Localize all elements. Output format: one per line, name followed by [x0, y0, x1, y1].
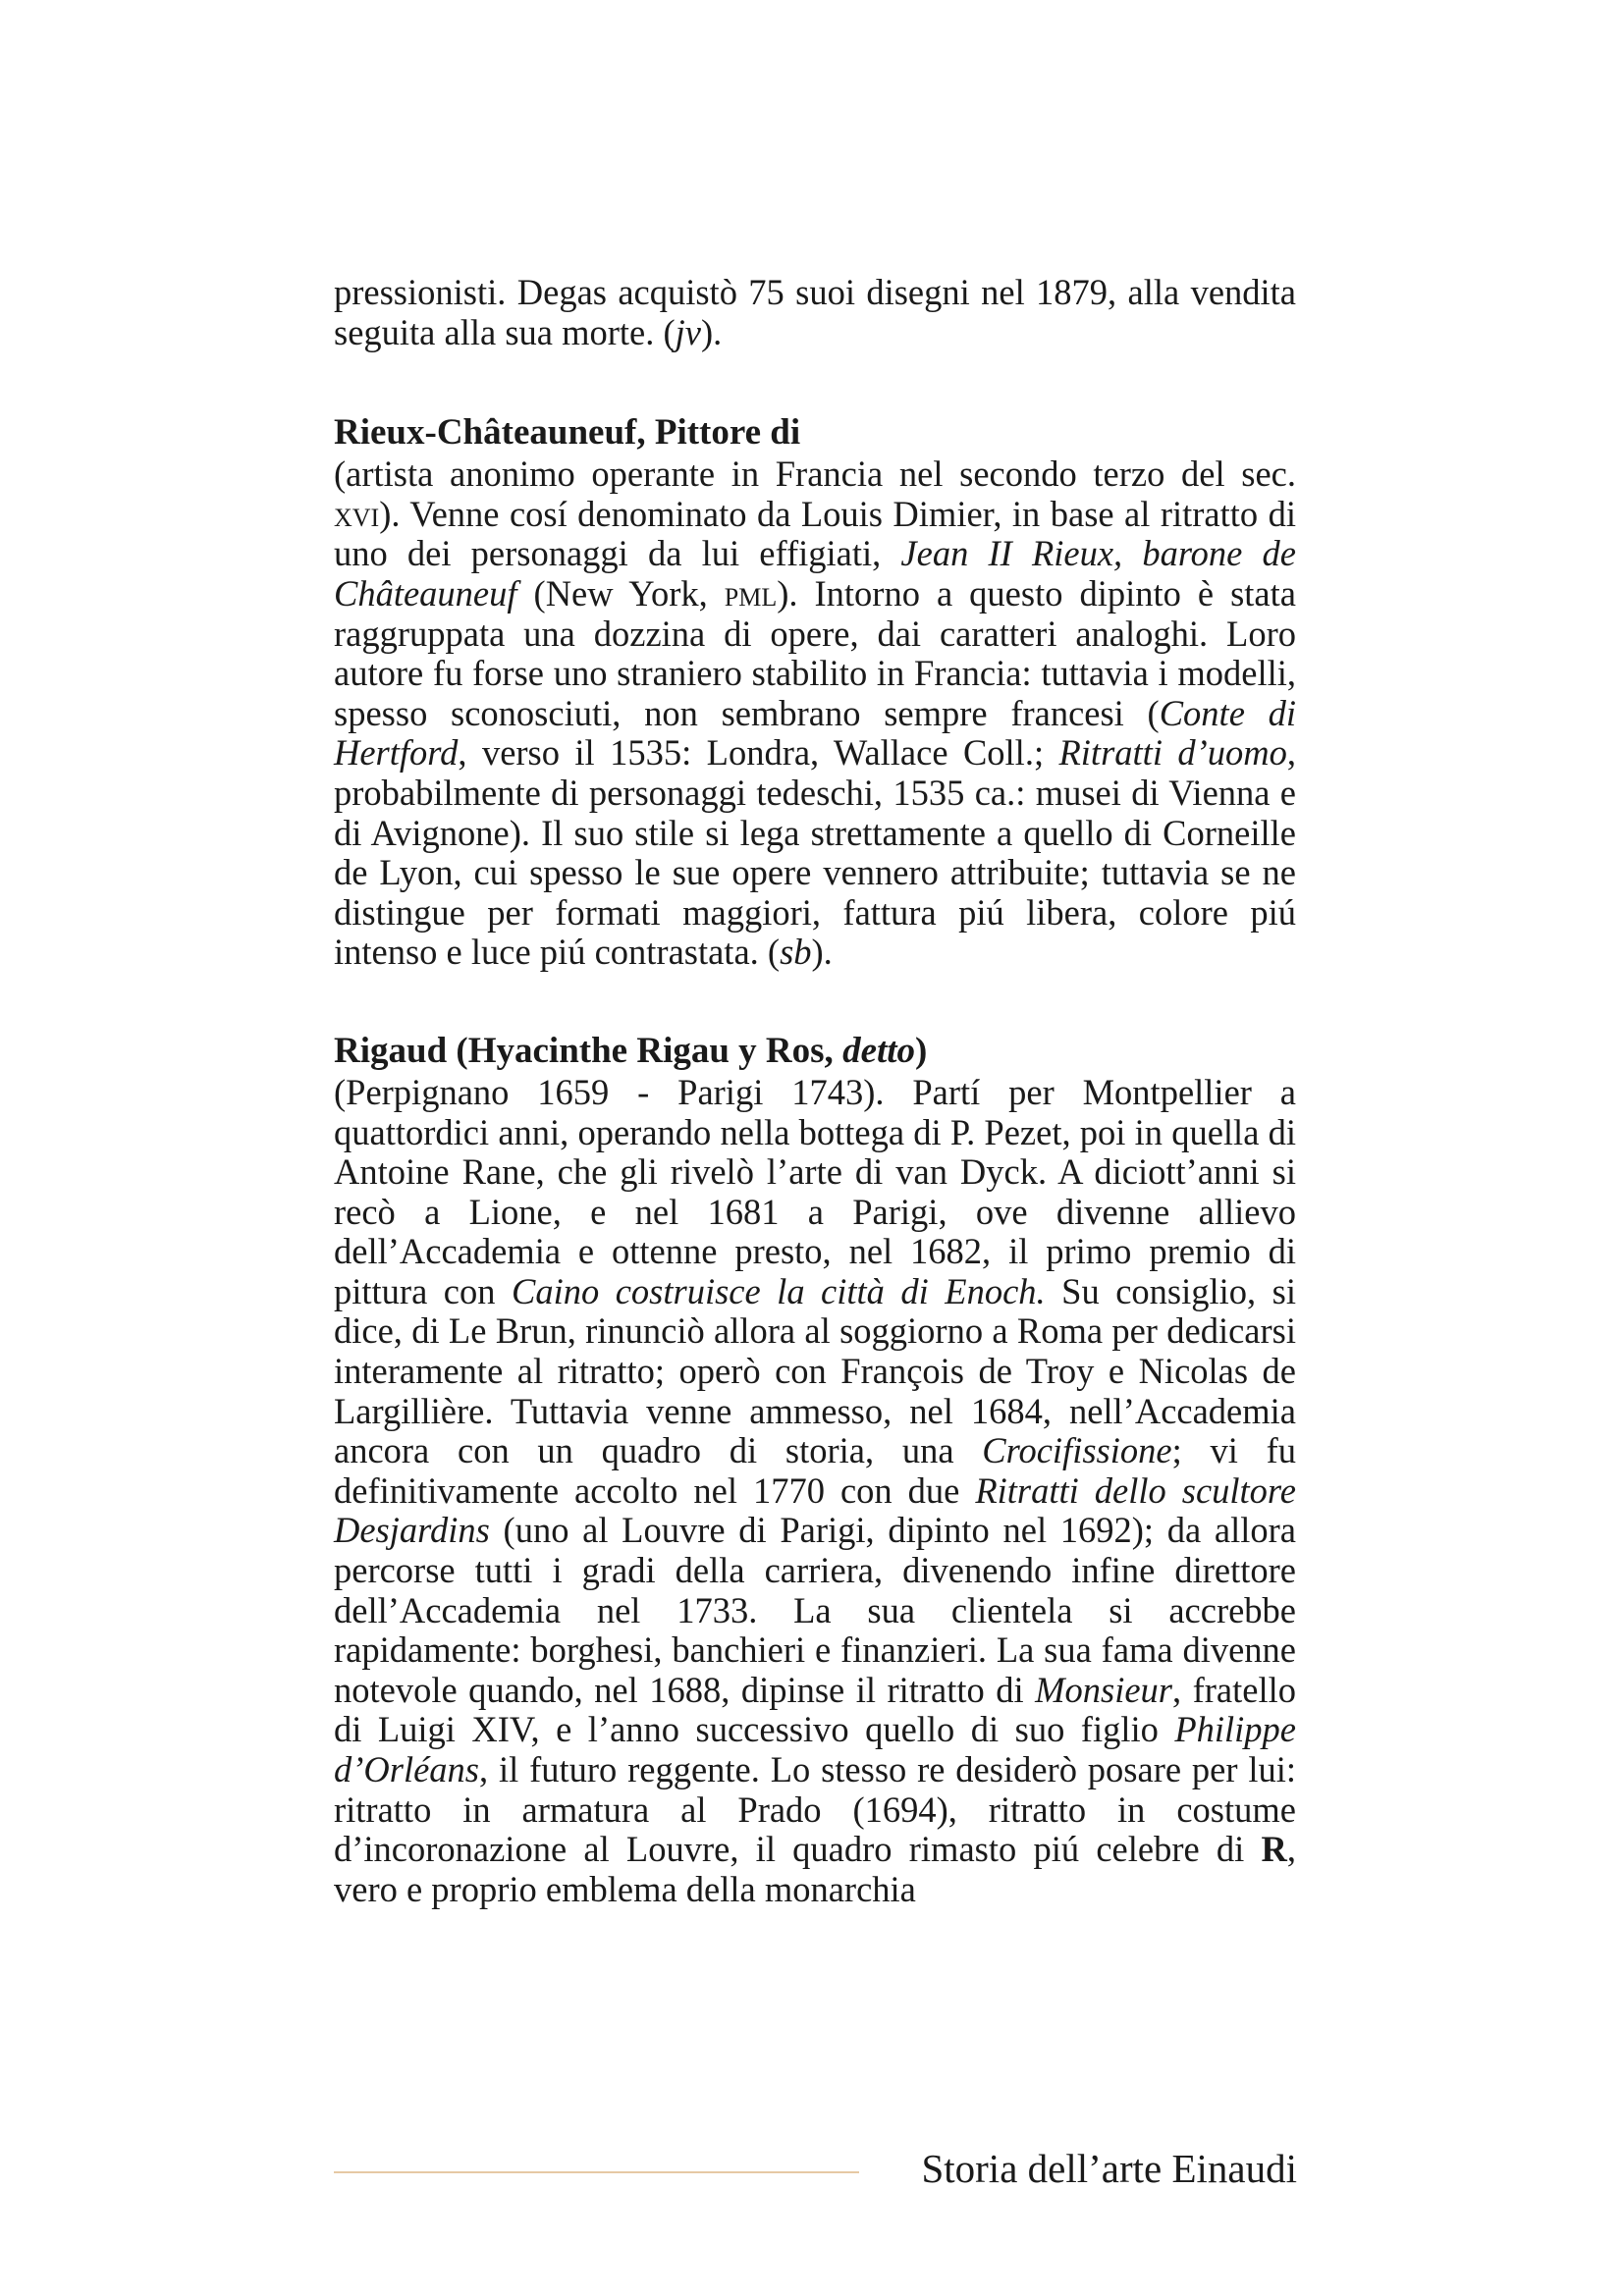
- rigaud-initial-r: R: [1261, 1829, 1287, 1870]
- intro-sig-open: (: [663, 311, 676, 352]
- page-content: [334, 273, 1296, 1909]
- footer-publisher-title: Storia dell’arte Einaudi: [921, 2146, 1297, 2191]
- rieux-work-hertford: Conte di Hertford: [334, 692, 1296, 774]
- rigaud-text-6: , il futuro reggente. Lo stesso re desiderò posare per lui: ritratto in armatura al Prado (1694), ritratto in costume d’incoronazione al Louvre, il quadro rimasto piú celebre di: [334, 1749, 1296, 1870]
- rieux-text-3: (New York,: [516, 572, 725, 614]
- rigaud-text-1: (Perpignano 1659 - Parigi 1743). Partí per Montpellier a quattordici anni, operando nella bottega di P. Pezet, poi in quella di Antoine Rane, che gli rivelò l’arte di van Dyck. A diciott’anni si recò a Lione, e nel 1681 a Parigi, ove divenne allievo dell’Accademia e ottenne presto, nel 1682, il primo premio di pittura con: [334, 1071, 1296, 1311]
- rieux-text-4: ). Intorno a questo dipinto è stata raggruppata una dozzina di opere, dai caratteri analoghi. Loro autore fu forse uno straniero stabilito in Francia: tuttavia i modelli, spesso sconosciuti, non sembrano sempre francesi (: [334, 572, 1296, 733]
- rieux-text-2: ). Venne cosí denominato da Louis Dimier, in base al ritratto di uno dei personaggi da lui effigiati,: [334, 493, 1296, 574]
- rieux-museum-pml: pml: [724, 572, 778, 614]
- rieux-work-ritratti: Ritratti d’uomo: [1058, 732, 1287, 774]
- rigaud-text-3: ; vi fu definitivamente accolto nel 1770 con due: [334, 1430, 1296, 1511]
- rigaud-title-detto: detto: [842, 1030, 916, 1071]
- entry-body-rigaud: [334, 1073, 1296, 1909]
- footer-rule: [334, 2171, 859, 2173]
- rigaud-work-desjardins: Ritratti dello scultore Desjardins: [334, 1469, 1296, 1551]
- rieux-text-1: (artista anonimo operante in Francia nel secondo terzo del sec.: [334, 454, 1296, 495]
- entry-title-rieux: Rieux-Châteauneuf, Pittore di: [334, 412, 801, 454]
- intro-paragraph: [334, 273, 1296, 352]
- rigaud-text-5: , fratello di Luigi XIV, e l’anno successivo quello di suo figlio: [334, 1669, 1296, 1750]
- rigaud-text-2: Su consiglio, si dice, di Le Brun, rinunciò allora al soggiorno a Roma per dedicarsi interamente al ritratto; operò con François de Troy e Nicolas de Largillière. Tuttavia venne ammesso, nel 1684, nell’Accademia ancora con un quadro di storia, una: [334, 1270, 1297, 1471]
- rigaud-work-caino: Caino costruisce la città di Enoch.: [511, 1270, 1046, 1311]
- rigaud-text-7: , vero e proprio emblema della monarchia: [334, 1829, 1296, 1909]
- rigaud-work-philippe: Philippe d’Orléans: [334, 1709, 1296, 1789]
- rigaud-work-monsieur: Monsieur: [1035, 1669, 1173, 1710]
- rigaud-text-4: (uno al Louvre di Parigi, dipinto nel 1692); da allora percorse tutti i gradi della carriera, divenendo infine direttore dell’Accademia nel 1733. La sua clientela si accrebbe rapidamente: borghesi, banchieri e finanzieri. La sua fama divenne notevole quando, nel 1688, dipinse il ritratto di: [334, 1510, 1296, 1710]
- rigaud-work-crocifissione: Crocifissione: [982, 1430, 1172, 1471]
- rieux-text-6: , probabilmente di personaggi tedeschi, 1535 ca.: musei di Vienna e di Avignone). Il suo stile si lega strettamente a quello di Corneille de Lyon, cui spesso le sue opere vennero attribuite; tuttavia se ne distingue per formati maggiori, fattura piú libera, colore piú intenso e luce piú contrastata. (: [334, 732, 1297, 973]
- rieux-text-7: ).: [811, 932, 833, 973]
- intro-sig-close: ).: [701, 311, 723, 352]
- rigaud-title-close: ): [915, 1030, 928, 1071]
- intro-author-signature: jv: [675, 311, 701, 352]
- rigaud-title-main: Rigaud (Hyacinthe Rigau y Ros,: [334, 1030, 843, 1071]
- rieux-century: xvi: [334, 493, 380, 534]
- entry-title-rigaud: [334, 1030, 1296, 1073]
- rieux-author-signature: sb: [780, 932, 812, 973]
- rieux-text-5: , verso il 1535: Londra, Wallace Coll.;: [458, 732, 1059, 774]
- rieux-work-jean-ii: Jean II Rieux, barone de Châteauneuf: [334, 533, 1296, 614]
- entry-body-rieux: [334, 454, 1296, 973]
- intro-text: pressionisti. Degas acquistò 75 suoi disegni nel 1879, alla vendita seguita alla sua morte.: [334, 272, 1296, 352]
